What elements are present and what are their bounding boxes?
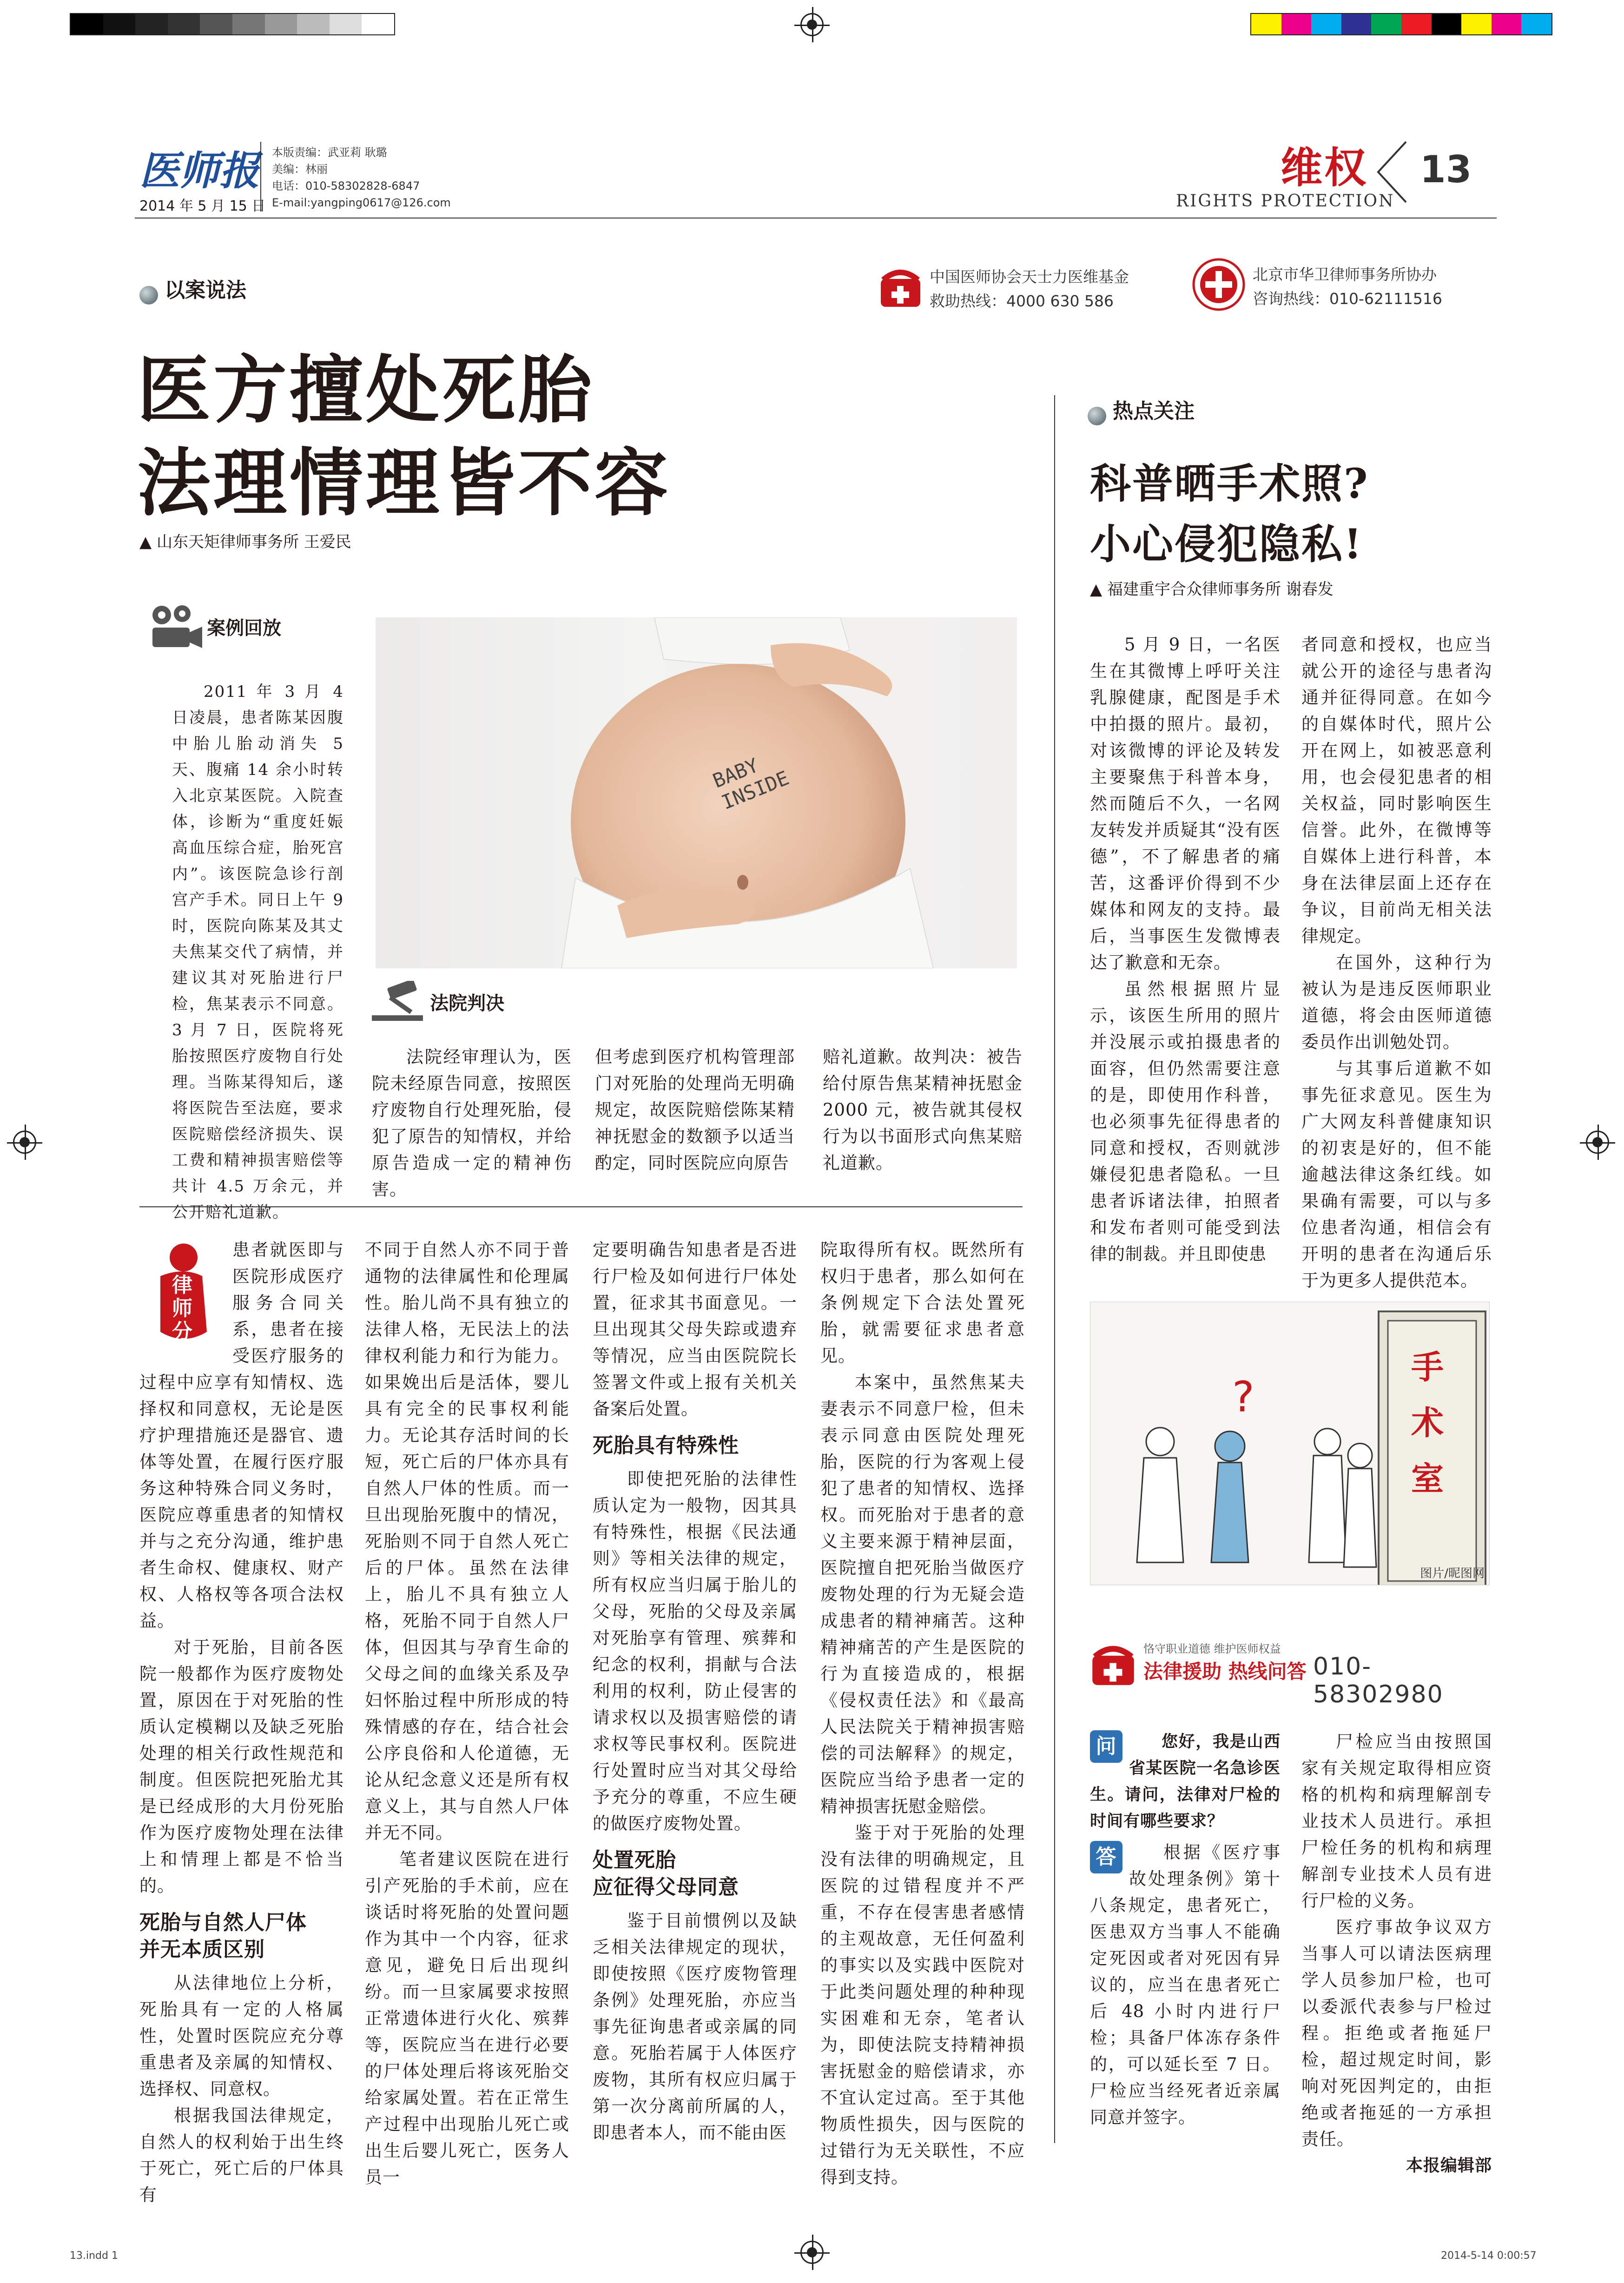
sponsor-2-hotline: 咨询热线：010-62111516: [1253, 290, 1442, 308]
hotline-title: 法律援助 热线问答: [1143, 1660, 1307, 1683]
case-text: 2011 年 3 月 4 日凌晨，患者陈某因腹中胎儿胎动消失 5 天、腹痛 14 余小时转入北京某医院。入院查体，诊断为“重度妊娠高血压综合症，胎死宫内”。该医院急诊行剖宫产手术。同日上午 9 时，医院向陈某及其丈夫焦某交代了病情，并建议其对死胎进行尸检，焦某表示不同意。3 月 7 日，医院将死胎按照医疗废物自行处理。当陈某得知后，遂将医院告至法庭，要求医院赔偿经济损失、误工费和精神损害赔偿等共计 4.5 万余元，并公开赔礼道歉。: [172, 682, 344, 1222]
case-heading: 案例回放: [149, 603, 281, 650]
cartoon-credit: 图片/昵图网: [1420, 1567, 1485, 1581]
section-label-main: 以案说法: [139, 273, 246, 304]
analysis-col-3: 定要明确告知患者是否进行尸检及如何进行尸体处置，征求其书面意见。一旦出现其父母失踪或遗弃等情况，应当由医院院长签署文件或上报有关机关备案后处置。 死胎具有特殊性 即使把死胎的法律性质认定为一般物，因其具有特殊性，根据《民法通则》等相关法律的规定，所有权应当归属于胎儿的父母，死胎的父母及亲属对死胎享有管理、殡葬和纪念的权利，捐献与合法利用的权利，防止侵害的请求权以及损害赔偿的请求权等民事权利。医院进行处置时应当对其父母给予充分的尊重，不应生硬的做医疗废物处置。 处置死胎 应征得父母同意 鉴于目前惯例以及缺乏相关法律规定的现状，即使按照《医疗废物管理条例》处理死胎，亦应当事先征询患者或亲属的同意。死胎若属于人体医疗废物，其所有权应归属于第一次分离前所属的人，即患者本人，而不能由医: [593, 1240, 797, 2143]
answer-text-3: 医疗事故争议双方当事人可以请法医病理学人员参加尸检，也可以委派代表参与尸检过程。拒绝或者拖延尸检，超过规定时间，影响对死因判定的，由拒绝或者拖延的一方承担责任。: [1301, 1917, 1492, 2149]
main-author: ▲ 山东天矩律师事务所 王爱民: [139, 533, 351, 551]
column-divider: [1054, 395, 1055, 2143]
side-col-1: 5 月 9 日，一名医生在其微博上呼吁关注乳腺健康，配图是手术中拍摄的照片。最初，对该微博的评论及转发主要聚焦于科普本身，然而随后不久，一名网友转发并质疑其“没有医德”，不了解患者的痛苦，这番评价得到不少媒体和网友的支持。最后，当事医生发微博表达了歉意和无奈。 虽然根据照片显示，该医生所用的照片并没展示或拍摄患者的面容，但仍然需要注意的是，即使用作科普，也必须事先征得患者的同意和授权，否则就涉嫌侵犯患者隐私。一旦患者诉诸法律，拍照者和发布者则可能受到法律的制裁。并且即使患: [1090, 635, 1281, 1264]
hotline-slogan: 恪守职业道德 维护医师权益: [1143, 1642, 1281, 1655]
color-bar: [1250, 13, 1552, 35]
registration-mark-left: [13, 1131, 36, 1154]
registration-mark-bottom: [800, 2241, 824, 2264]
answer-label: 答: [1090, 1841, 1122, 1873]
gavel-icon: [372, 981, 428, 1023]
ruling-rule: [139, 1206, 1023, 1207]
ruling-col-1: 法院经审理认为，医院未经原告同意，按照医疗废物自行处理死胎，侵犯了原告的知情权，并给原告造成一定的精神伤害。: [372, 1047, 572, 1199]
pregnancy-photo: [376, 617, 1017, 968]
sponsor-1: [878, 263, 1167, 314]
belly-text: BABY INSIDE: [709, 754, 792, 814]
phone-credit: 电话：010-58302828-6847: [272, 179, 420, 192]
main-headline-line2: 法理情理皆不容: [137, 440, 671, 526]
film-camera-icon: [149, 603, 205, 650]
hotline-phone-icon: [1090, 1641, 1136, 1687]
ruling-col-3: 赔礼道歉。故判决：被告给付原告焦某精神抚慰金 2000 元，被告就其侵权行为以书面形式向焦某赔礼道歉。: [823, 1047, 1023, 1173]
email-credit: E-mail:yangping0617@126.com: [272, 196, 451, 209]
qa-col-2: [1301, 1728, 1492, 2179]
analysis-col-2: 不同于自然人亦不同于普通物的法律属性和伦理属性。胎儿尚不具有独立的法律人格，无民法上的法律权利能力和行为能力。如果娩出后是活体，婴儿具有完全的民事权利能力。无论其存活时间的长短，死亡后的尸体亦具有自然人尸体的性质。而一旦出现胎死腹中的情况，死胎则不同于自然人死亡后的尸体。虽然在法律上，胎儿不具有独立人格，死胎不同于自然人尸体，但因其与孕育生命的父母之间的血缘关系及孕妇怀胎过程中所形成的特殊情感的存在，结合社会公序良俗和人伦道德，无论从纪念意义还是所有权意义上，其与自然人尸体并无不同。 笔者建议医院在进行引产死胎的手术前，应在谈话时将死胎的处置问题作为其中一个内容，征求意见，避免日后出现纠纷。而一旦家属要求按照正常遗体进行火化、殡葬等，医院应当在进行必要的尸体处理后将该死胎交给家属处置。若在正常生产过程中出现胎儿死亡或出生后婴儿死亡，医务人员一: [365, 1240, 569, 2187]
side-section-dot-icon: [1088, 407, 1106, 425]
analysis-col-4: 院取得所有权。既然所有权归于患者，那么如何在条例规定下合法处置死胎，就需要征求患者意见。 本案中，虽然焦某夫妻表示不同意尸检，但未表示同意由医院处理死胎，医院的行为客观上侵犯了患者的知情权、选择权。而死胎对于患者的意义主要来源于精神层面，医院擅自把死胎当做医疗废物处理的行为无疑会造成患者的精神痛苦。这种精神痛苦的产生是医院的行为直接造成的，根据《侵权责任法》和《最高人民法院关于精神损害赔偿的司法解释》的规定，医院应当给予患者一定的精神损害抚慰金赔偿。 鉴于对于死胎的处理没有法律的明确规定，且医院的过错程度并不严重，不存在侵害患者感情的主观故意，无任何盈利的事实以及实践中医院对于此类问题处理的种种现实困难和无奈，笔者认为，即使法院支持精神损害抚慰金的赔偿请求，亦不宜认定过高。至于其他物质性损失，因与医院的过错行为无关联性，不应得到支持。: [820, 1240, 1025, 2187]
svg-text:?: ?: [1232, 1373, 1254, 1422]
surgery-cartoon: [1090, 1302, 1490, 1585]
ruling-heading: 法院判决: [372, 981, 504, 1023]
answer-text-2: 尸检应当由按照国家有关规定取得相应资格的机构和病理解剖专业技术人员进行。承担尸检任务的机构和病理解剖专业技术人员有进行尸检的义务。: [1301, 1732, 1492, 1911]
footer-timestamp: 2014-5-14 0:00:57: [1441, 2250, 1537, 2262]
ruling-col-2: 但考虑到医疗机构管理部门对死胎的处理尚无明确规定，故医院赔偿陈某精神抚慰金的数额予以适当酌定，同时医院应向原告: [595, 1047, 795, 1173]
answer-text-1: 根据《医疗事故处理条例》第十八条规定，患者死亡，医患双方当事人不能确定死因或者对死因有异议的，应当在患者死亡后 48 小时内进行尸检；具备尸体冻存条件的，可以延长至 7 日。尸检应当经死者近亲属同意并签字。: [1090, 1842, 1281, 2127]
masthead-logo: 医师报: [139, 147, 259, 194]
side-headline: [1090, 453, 1369, 574]
qa-col-1: [1090, 1728, 1281, 2131]
editor-credit: 本版责编：武亚莉 耿璐: [272, 146, 387, 159]
sponsor-1-name: 中国医师协会天士力医维基金: [930, 268, 1129, 286]
hotline-phone: 010-58302980: [1313, 1653, 1444, 1708]
subheading-special: 死胎具有特殊性: [593, 1434, 739, 1457]
sponsor-2-name: 北京市华卫律师事务所协办: [1253, 265, 1437, 284]
subheading-consent: 处置死胎 应征得父母同意: [593, 1848, 739, 1899]
lawyer-analysis-label: 律师分析: [172, 1273, 192, 1367]
side-col-2: 者同意和授权，也应当就公开的途径与患者沟通并征得同意。在如今的自媒体时代，照片公开在网上，如被恶意利用，也会侵犯患者的相关权益，同时影响医生信誉。此外，在微博等自媒体上进行科普，本身在法律层面上还存在争议，目前尚无相关法律规定。 在国外，这种行为被认为是违反医师职业道德，将会由医师道德委员作出训勉处罚。 与其事后道歉不如事先征求意见。医生为广大网友科普健康知识的初衷是好的，但不能逾越法律这条红线。如果确有需要，可以与多位患者沟通，相信会有开明的患者在沟通后乐于为更多人提供范本。: [1301, 635, 1492, 1290]
cartoon-door-sign: 手术室: [1411, 1348, 1444, 1498]
question-label: 问: [1090, 1730, 1122, 1763]
sponsor-1-hotline: 救助热线：4000 630 586: [930, 292, 1114, 310]
section-label-side: 热点关注: [1088, 394, 1195, 425]
footer-file: 13.indd 1: [70, 2250, 118, 2262]
sponsor-2: [1192, 258, 1518, 314]
art-credit: 美编：林丽: [272, 163, 328, 176]
subheading-corpse: 死胎与自然人尸体 并无本质区别: [139, 1911, 307, 1961]
hotline-banner: [1090, 1639, 1494, 1708]
grayscale-bar: [70, 13, 395, 35]
registration-mark-top: [800, 13, 824, 36]
law-firm-emblem-icon: [1192, 258, 1246, 311]
masthead-divider: [260, 142, 261, 212]
editor-signature: 本报编辑部: [1406, 2156, 1492, 2175]
registration-mark-right: [1586, 1131, 1609, 1154]
side-headline-line1: 科普晒手术照?: [1090, 459, 1369, 508]
main-headline-line1: 医方擅处死胎: [137, 347, 594, 433]
section-title-en: RIGHTS PROTECTION: [1176, 192, 1395, 211]
analysis-col-1: 患者就医即与医院形成医疗服务合同关系，患者在接受医疗服务的过程中应享有知情权、选择权和同意权，无论是医疗护理措施还是器官、遗体等处置，在履行医疗服务这种特殊合同义务时，医院应尊重患者的知情权并与之充分沟通，维护患者生命权、健康权、财产权、人格权等各项合法权益。 对于死胎，目前各医院一般都作为医疗废物处置，原因在于对死胎的性质认定模糊以及缺乏死胎处理的相关行政性规范和制度。但医院把死胎尤其是已经成形的大月份死胎作为医疗废物处理在法律上和情理上都是不恰当的。 死胎与自然人尸体 并无本质区别 从法律地位上分析，死胎具有一定的人格属性，处置时医院应充分尊重患者及亲属的知情权、选择权、同意权。 根据我国法律规定，自然人的权利始于出生终于死亡，死亡后的尸体具有: [139, 1240, 344, 2205]
main-headline: [137, 344, 671, 530]
masthead-date: 2014 年 5 月 15 日: [139, 198, 266, 214]
section-title-cn: 维权: [1281, 144, 1368, 192]
side-headline-line2: 小心侵犯隐私!: [1090, 520, 1363, 568]
question-text: 您好，我是山西省某医院一名急诊医生。请问，法律对尸检的时间有哪些要求？: [1090, 1732, 1281, 1831]
red-phone-icon: [878, 265, 923, 309]
side-author: ▲ 福建重宇合众律师事务所 谢春发: [1090, 580, 1334, 599]
masthead-credits: [272, 144, 451, 211]
section-dot-icon: [139, 286, 158, 304]
page-number: 13: [1420, 148, 1472, 191]
